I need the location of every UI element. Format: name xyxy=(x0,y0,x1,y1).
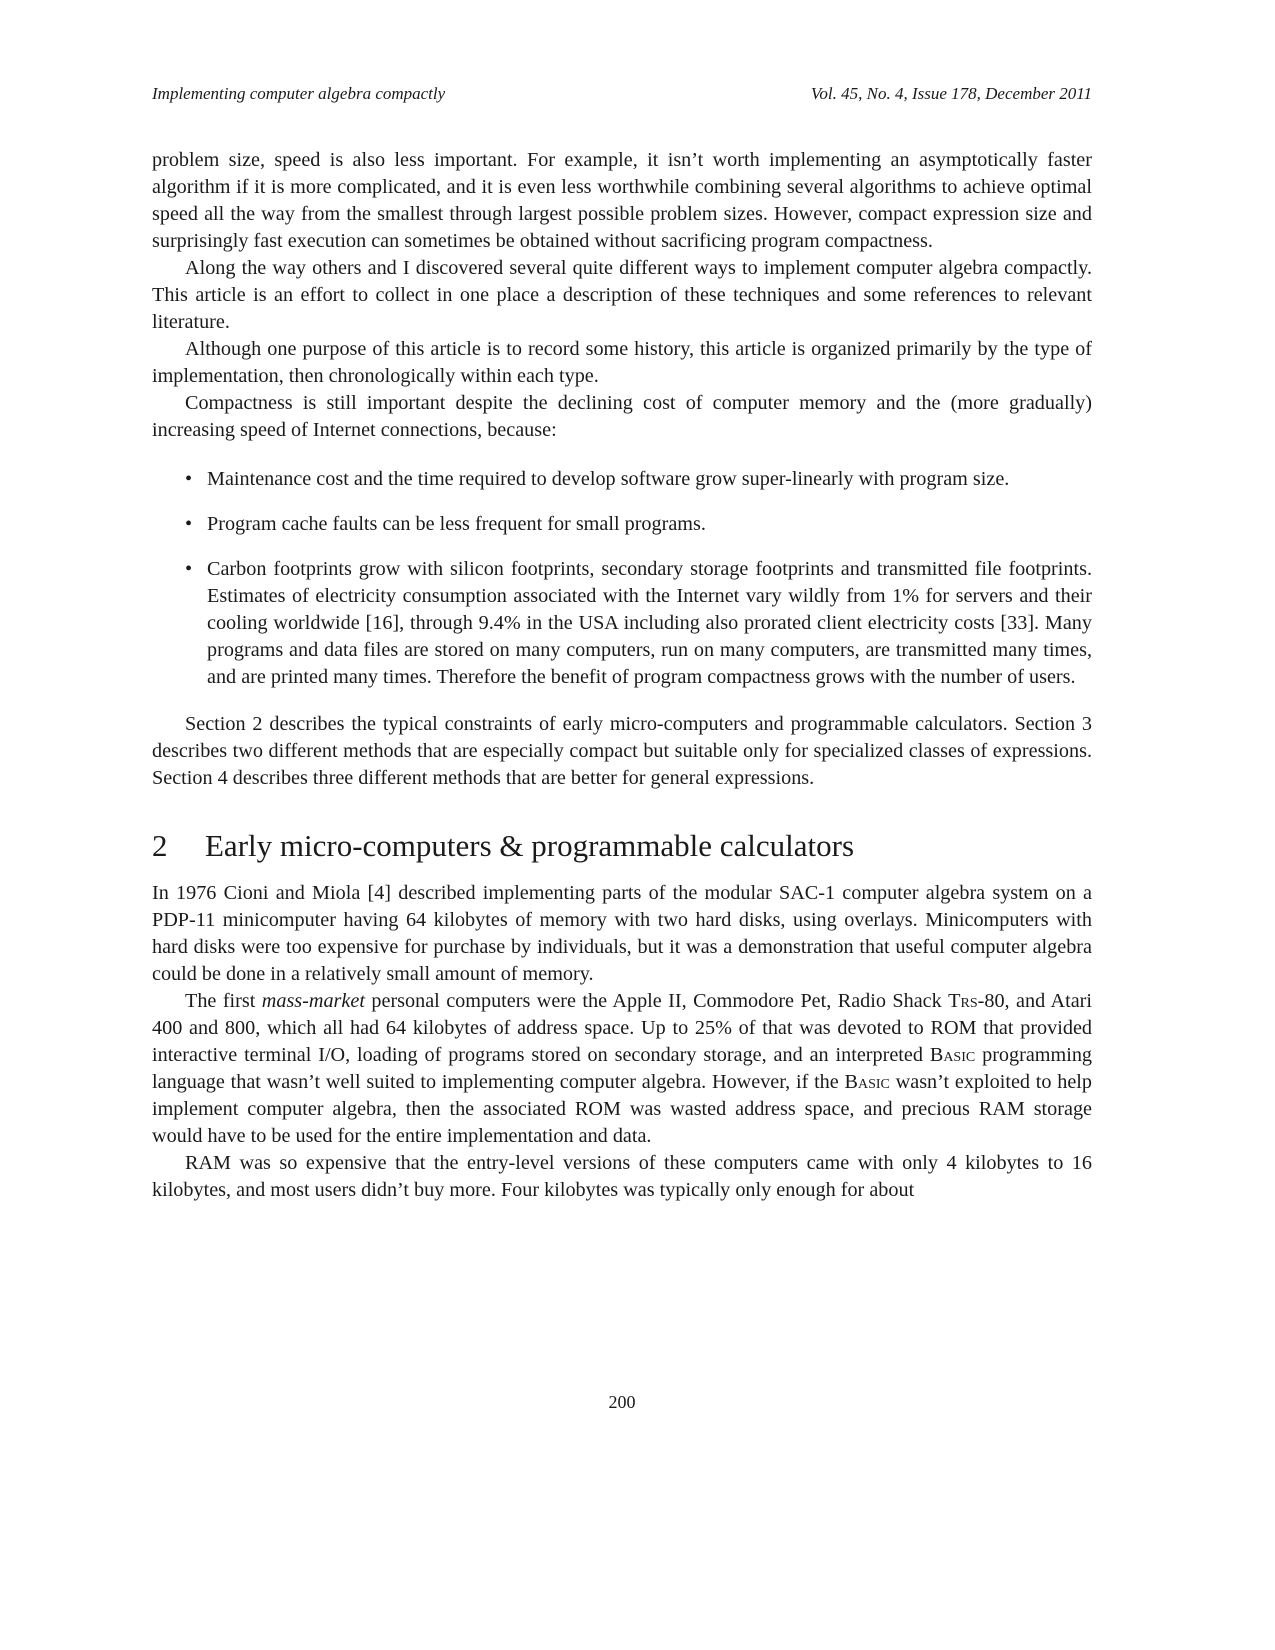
running-title: Implementing computer algebra compactly xyxy=(152,84,446,103)
section-heading xyxy=(152,828,1092,864)
text-run: -80, and Atari 400 and 800, which all had 64 kilobytes of address space. Up to 25% of that was devoted to ROM that provided interactive terminal I/O, loading of programs stored on secondary storage, and an interpreted xyxy=(152,990,1092,1066)
text-run: personal computers were the Apple II, Commodore Pet, Radio Shack xyxy=(364,990,949,1012)
text-run: The first xyxy=(185,990,262,1012)
emphasis: mass-market xyxy=(261,990,365,1012)
list-item-text: Program cache faults can be less frequent for small programs. xyxy=(207,513,706,535)
paragraph xyxy=(152,988,1092,1150)
paragraph: problem size, speed is also less important. For example, it isn’t worth implementing an asymptotically faster algorithm if it is more complicated, and it is even less worthwhile combining several algorithms to achieve optimal speed all the way from the smallest through largest possible problem sizes. However, compact expression size and surprisingly fast execution can sometimes be obtained without sacrificing program compactness. xyxy=(152,149,1092,252)
bullet-icon: • xyxy=(185,468,193,490)
list-item xyxy=(185,556,1092,691)
paragraph: Section 2 describes the typical constraints of early micro-computers and programmable calculators. Section 3 describes two different methods that are especially compact but suitable only for specialized classes of expressions. Section 4 describes three different methods that are better for general expressions. xyxy=(152,713,1092,789)
paragraph: Compactness is still important despite the declining cost of computer memory and the (more gradually) increasing speed of Internet connections, because: xyxy=(152,392,1092,441)
bullet-list xyxy=(152,466,1092,691)
section-title: Early micro-computers & programmable calculators xyxy=(205,828,855,863)
journal-issue: Vol. 45, No. 4, Issue 178, December 2011 xyxy=(810,84,1092,103)
paragraph: Along the way others and I discovered several quite different ways to implement computer algebra compactly. This article is an effort to collect in one place a description of these techniques and some references to relevant literature. xyxy=(152,257,1092,333)
list-item xyxy=(185,466,1092,493)
paragraph: In 1976 Cioni and Miola [4] described implementing parts of the modular SAC-1 computer algebra system on a PDP-11 minicomputer having 64 kilobytes of memory with two hard disks, using overlays. Minicomputers with hard disks were too expensive for purchase by individuals, but it was a demonstration that useful computer algebra could be done in a relatively small amount of memory. xyxy=(152,882,1092,985)
list-item xyxy=(185,511,1092,538)
small-caps-term: Basic xyxy=(929,1044,976,1066)
page-number: 200 xyxy=(608,1392,636,1412)
text-run: wasn’t exploited to help implement computer algebra, then the associated ROM was wasted address space, and precious RAM storage would have to be used for the entire implementation and data. xyxy=(152,1071,1092,1147)
paragraph: Although one purpose of this article is to record some history, this article is organized primarily by the type of implementation, then chronologically within each type. xyxy=(152,338,1092,387)
section-number: 2 xyxy=(152,828,168,863)
list-item-text: Carbon footprints grow with silicon footprints, secondary storage footprints and transmitted file footprints. Estimates of electricity consumption associated with the Internet vary wildly from 1% for servers and their cooling worldwide [16], through 9.4% in the USA including also prorated client electricity costs [33]. Many programs and data files are stored on many computers, run on many computers, are transmitted many times, and are printed many times. Therefore the benefit of program compactness grows with the number of users. xyxy=(207,558,1092,688)
list-item-text: Maintenance cost and the time required to develop software grow super-linearly with program size. xyxy=(207,468,1010,490)
running-header xyxy=(152,84,1092,104)
bullet-icon: • xyxy=(185,558,193,580)
body-text xyxy=(152,147,1092,1204)
text-run: programming language that wasn’t well suited to implementing computer algebra. However, if the xyxy=(152,1044,1093,1093)
small-caps-term: Basic xyxy=(844,1071,890,1093)
paragraph: RAM was so expensive that the entry-level versions of these computers came with only 4 kilobytes to 16 kilobytes, and most users didn’t buy more. Four kilobytes was typically only enough for about xyxy=(152,1152,1092,1201)
bullet-icon: • xyxy=(185,513,193,535)
small-caps-term: Trs xyxy=(948,990,978,1012)
